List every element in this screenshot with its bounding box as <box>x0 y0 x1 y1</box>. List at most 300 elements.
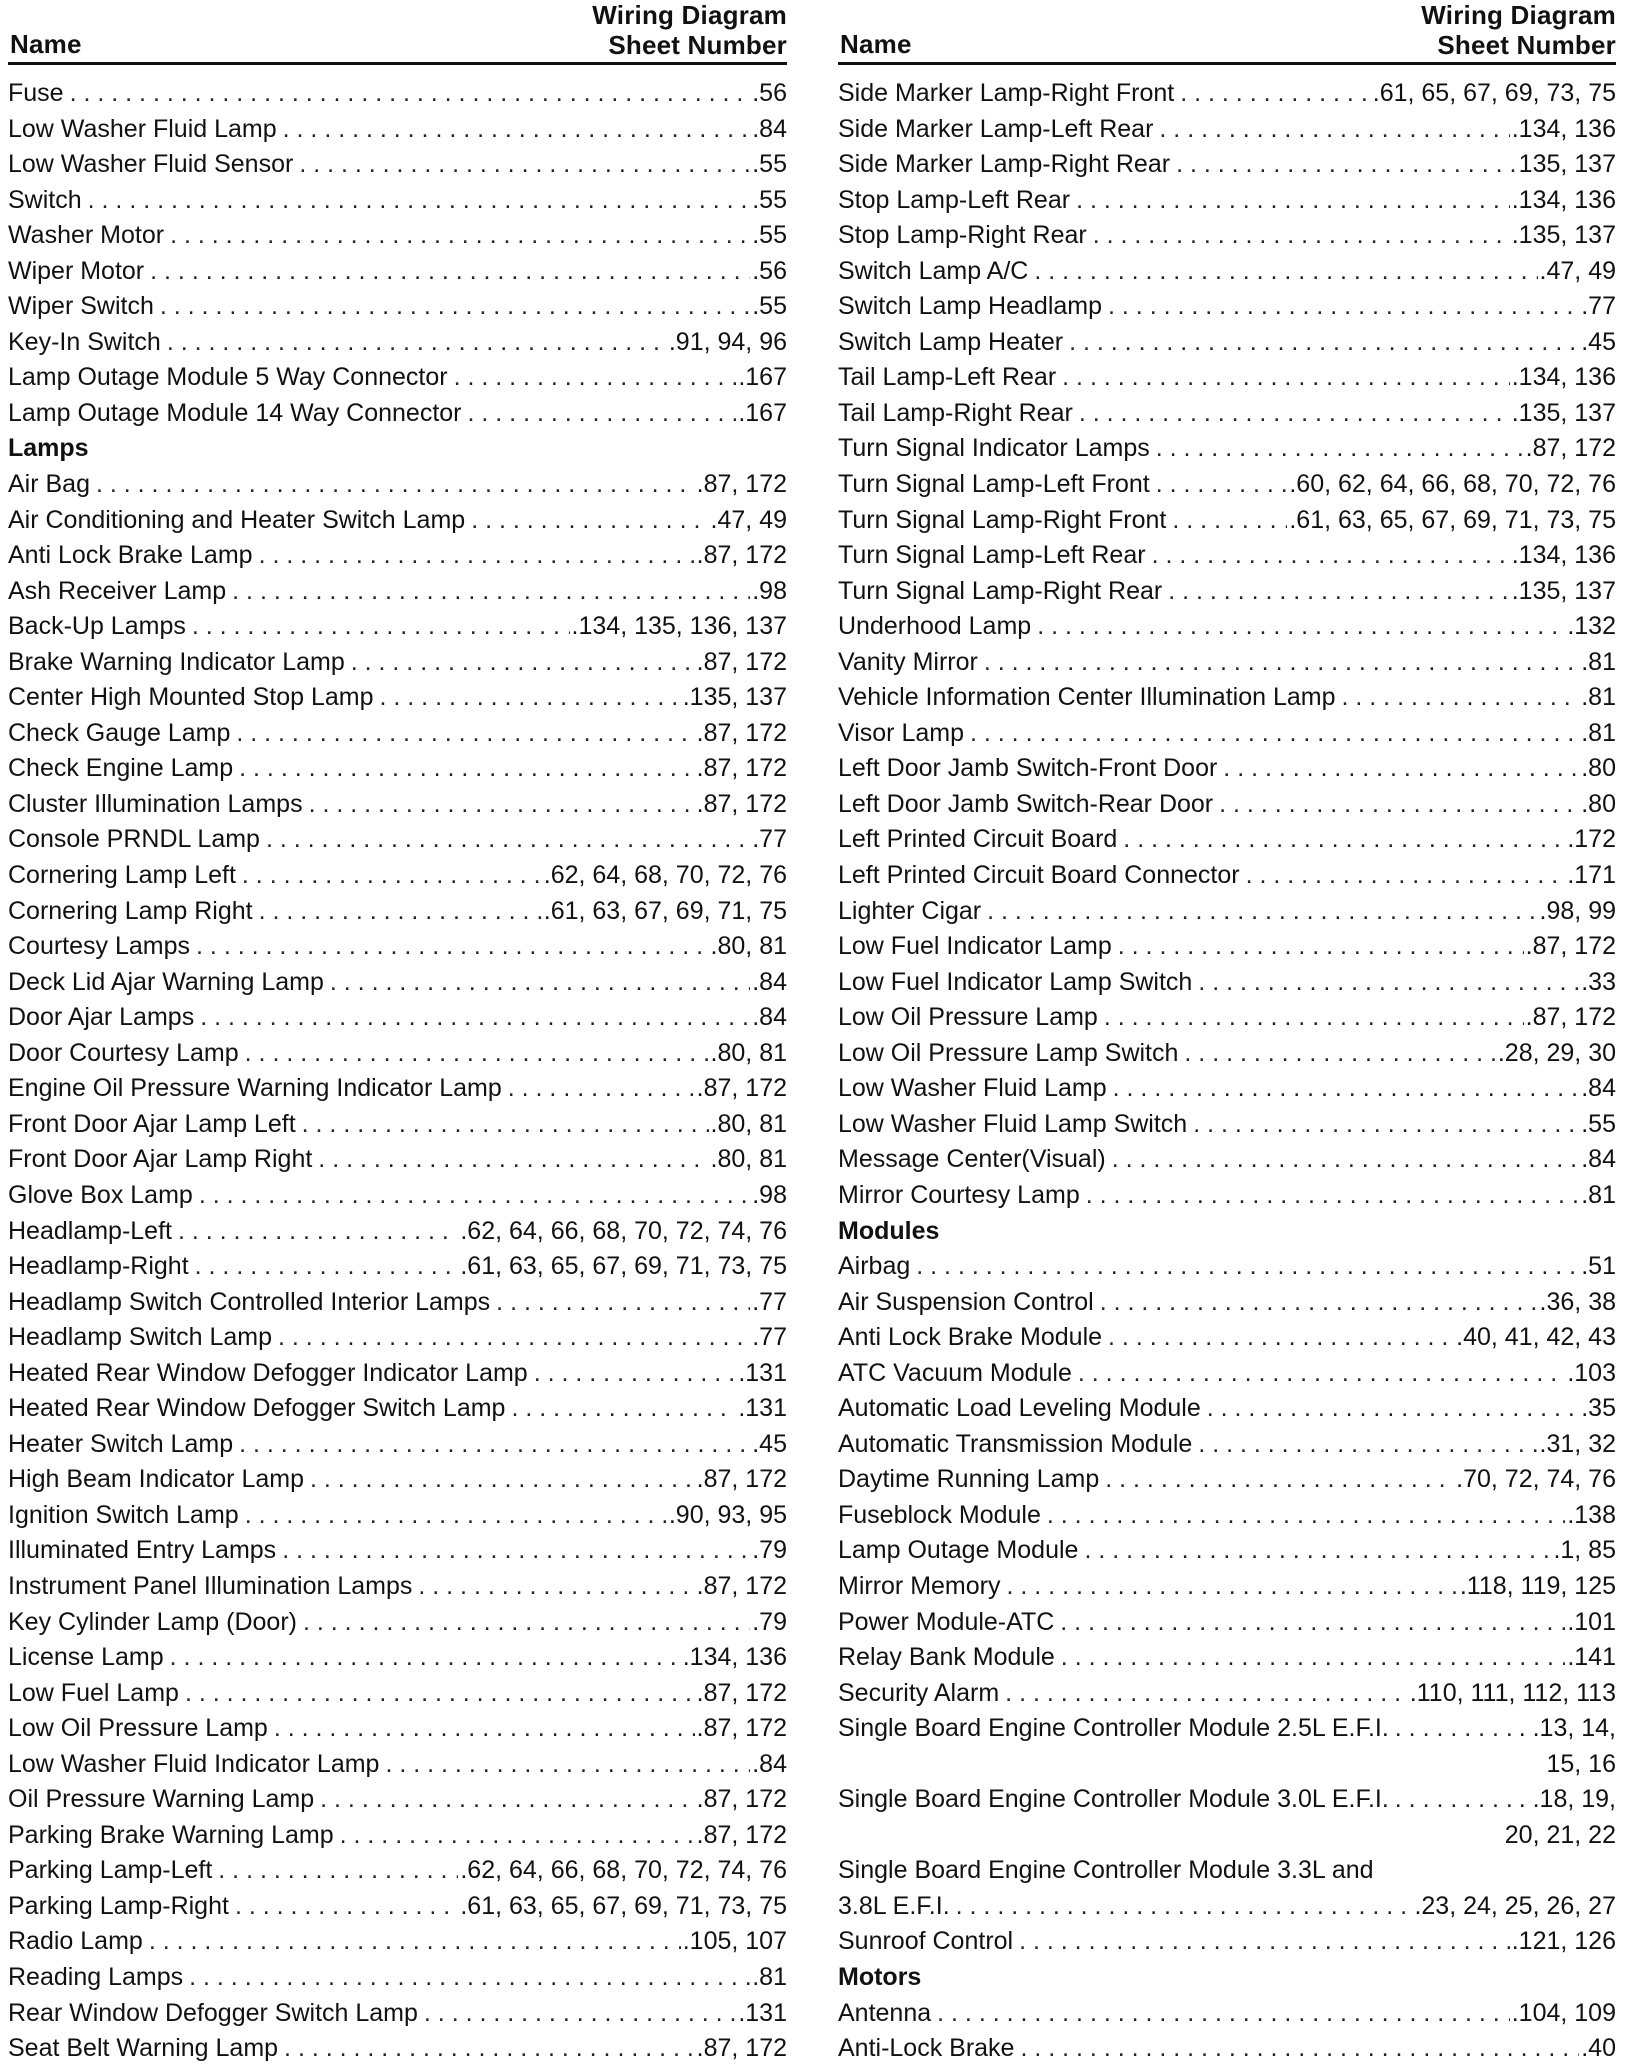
dot-leader <box>242 858 542 894</box>
entry-sheet-numbers: .131 <box>738 1358 787 1387</box>
entry-sheet-numbers: .87, 172 <box>696 1465 787 1494</box>
entry-name: Radio Lamp <box>8 1927 143 1956</box>
entry-name: Console PRNDL Lamp <box>8 825 260 854</box>
entry-name: Low Washer Fluid Indicator Lamp <box>8 1749 380 1778</box>
dot-leader <box>1047 1498 1565 1534</box>
entry-name: Single Board Engine Controller Module 2.5L E.F.I. <box>838 1714 1389 1743</box>
entry-name: Lamp Outage Module 14 Way Connector <box>8 398 462 427</box>
entry-sheet-numbers: .84 <box>1581 1145 1616 1174</box>
entry-sheet-numbers: .135, 137 <box>1511 221 1616 250</box>
index-entry <box>8 574 787 610</box>
entry-sheet-numbers: .87, 172 <box>696 647 787 676</box>
index-entry <box>838 1569 1616 1605</box>
entry-name: Parking Brake Warning Lamp <box>8 1820 334 1849</box>
entry-name: Lighter Cigar <box>838 896 982 925</box>
index-entry <box>838 254 1616 290</box>
sheet-header-line1: Wiring Diagram <box>592 0 787 30</box>
entry-name: Heated Rear Window Defogger Indicator Lamp <box>8 1358 528 1387</box>
index-entry <box>838 396 1616 432</box>
dot-leader <box>283 112 751 148</box>
index-entry <box>8 1285 787 1321</box>
entry-name: Oil Pressure Warning Lamp <box>8 1785 315 1814</box>
index-entry <box>838 1462 1616 1498</box>
entry-sheet-numbers: .87, 172 <box>696 789 787 818</box>
entry-sheet-numbers: .81 <box>1581 1180 1616 1209</box>
dot-leader <box>1108 1320 1454 1356</box>
dot-leader <box>1159 112 1509 148</box>
left-index-list <box>8 65 787 2067</box>
dot-leader <box>1113 1071 1580 1107</box>
index-entry <box>8 1427 787 1463</box>
entry-sheet-numbers: .98 <box>752 1180 787 1209</box>
entry-sheet-numbers: .87, 172 <box>696 1785 787 1814</box>
entry-sheet-numbers: .79 <box>752 1536 787 1565</box>
entry-sheet-numbers: .87, 172 <box>1525 434 1616 463</box>
index-entry <box>838 1782 1616 1818</box>
dot-leader <box>380 680 681 716</box>
dot-leader <box>245 1036 709 1072</box>
entry-name: Single Board Engine Controller Module 3.3L and <box>838 1856 1374 1885</box>
dot-leader <box>284 2031 695 2067</box>
dot-leader <box>534 1356 737 1392</box>
index-entry <box>838 858 1616 894</box>
dot-leader <box>1034 254 1537 290</box>
index-entry <box>8 1569 787 1605</box>
index-entry <box>8 1178 787 1214</box>
entry-name: Heated Rear Window Defogger Switch Lamp <box>8 1394 506 1423</box>
entry-sheet-numbers: .87, 172 <box>696 1074 787 1103</box>
dot-leader <box>1078 1356 1565 1392</box>
dot-leader <box>1108 289 1579 325</box>
index-entry <box>8 289 787 325</box>
entry-sheet-numbers: .84 <box>1581 1074 1616 1103</box>
index-entry <box>8 325 787 361</box>
entry-name: Turn Signal Lamp-Right Rear <box>838 576 1163 605</box>
dot-leader <box>1156 467 1288 503</box>
index-entry <box>8 1356 787 1392</box>
index-entry <box>838 147 1616 183</box>
entry-name: Low Washer Fluid Lamp Switch <box>838 1109 1188 1138</box>
entry-sheet-numbers: .40 <box>1581 2034 1616 2063</box>
dot-leader <box>278 1320 750 1356</box>
dot-leader <box>1152 538 1510 574</box>
entry-sheet-numbers: .84 <box>752 1003 787 1032</box>
entry-name: Turn Signal Lamp-Right Front <box>838 505 1167 534</box>
index-entry <box>838 609 1616 645</box>
entry-name: ATC Vacuum Module <box>838 1358 1072 1387</box>
entry-sheet-numbers: .81 <box>1581 683 1616 712</box>
dot-leader <box>302 1107 709 1143</box>
dot-leader <box>1062 360 1510 396</box>
entry-name: Air Conditioning and Heater Switch Lamp <box>8 505 466 534</box>
entry-sheet-numbers: .134, 136 <box>1511 185 1616 214</box>
dot-leader <box>471 503 708 539</box>
dot-leader <box>1193 1107 1579 1143</box>
index-entry <box>8 503 787 539</box>
entry-name: Left Door Jamb Switch-Rear Door <box>838 789 1214 818</box>
entry-sheet-numbers: .110, 111, 112, 113 <box>1409 1678 1616 1707</box>
index-entry <box>838 325 1616 361</box>
entry-name: Relay Bank Module <box>838 1643 1055 1672</box>
entry-sheet-numbers: .98, 99 <box>1539 896 1616 925</box>
dot-leader <box>987 894 1537 930</box>
index-entry <box>838 1996 1616 2032</box>
entry-name: Turn Signal Indicator Lamps <box>838 434 1150 463</box>
dot-leader <box>274 1711 695 1747</box>
dot-leader <box>235 1889 458 1925</box>
index-entry <box>8 858 787 894</box>
entry-name: Ignition Switch Lamp <box>8 1500 239 1529</box>
index-entry <box>838 218 1616 254</box>
entry-name: Low Oil Pressure Lamp <box>8 1714 268 1743</box>
section-heading <box>838 1214 1616 1250</box>
entry-name: Vanity Mirror <box>838 647 978 676</box>
entry-name: Parking Lamp-Right <box>8 1891 229 1920</box>
entry-name: Washer Motor <box>8 221 165 250</box>
dot-leader <box>1037 609 1565 645</box>
dot-leader <box>1156 431 1524 467</box>
dot-leader <box>259 894 542 930</box>
dot-leader <box>1246 858 1566 894</box>
dot-leader <box>1198 965 1579 1001</box>
dot-leader <box>508 1071 695 1107</box>
entry-name: Side Marker Lamp-Left Rear <box>838 114 1154 143</box>
entry-sheet-numbers: .90, 93, 95 <box>668 1500 787 1529</box>
dot-leader <box>1180 76 1371 112</box>
index-entry <box>838 645 1616 681</box>
entry-sheet-numbers: .55 <box>752 221 787 250</box>
entry-name: Left Door Jamb Switch-Front Door <box>838 754 1218 783</box>
entry-name: Side Marker Lamp-Right Front <box>838 79 1175 107</box>
dot-leader <box>385 1747 750 1783</box>
entry-sheet-numbers: .104, 109 <box>1511 1998 1616 2027</box>
entry-sheet-numbers: .87, 172 <box>696 718 787 747</box>
entry-name: Airbag <box>838 1252 911 1281</box>
dot-leader <box>266 822 750 858</box>
entry-name: Fuse <box>8 79 64 107</box>
dot-leader <box>956 1889 1413 1925</box>
dot-leader <box>70 76 751 112</box>
dot-leader <box>178 1214 458 1250</box>
entry-name: Door Courtesy Lamp <box>8 1038 239 1067</box>
dot-leader <box>1112 1142 1580 1178</box>
entry-name: Low Washer Fluid Lamp <box>838 1074 1107 1103</box>
index-entry <box>838 574 1616 610</box>
entry-sheet-numbers: .61, 63, 65, 67, 69, 71, 73, 75 <box>460 1891 787 1920</box>
index-entry <box>8 1214 787 1250</box>
entry-sheet-numbers: .135, 137 <box>682 683 787 712</box>
dot-leader <box>468 396 737 432</box>
entry-name: Switch Lamp A/C <box>838 256 1029 285</box>
name-header: Name <box>840 29 912 59</box>
entry-name: Vehicle Information Center Illumination Lamp <box>838 683 1336 712</box>
entry-sheet-numbers: .98 <box>752 576 787 605</box>
index-entry <box>838 1071 1616 1107</box>
entry-sheet-numbers: .61, 63, 65, 67, 69, 71, 73, 75 <box>1289 505 1616 534</box>
dot-leader <box>351 645 695 681</box>
index-entry <box>838 1889 1616 1925</box>
dot-leader <box>1005 1676 1408 1712</box>
entry-sheet-numbers: . .18, 19, <box>1518 1785 1616 1814</box>
entry-sheet-numbers: .103 <box>1567 1358 1616 1387</box>
index-entry <box>8 1960 787 1996</box>
entry-sheet-numbers: .51 <box>1581 1252 1616 1281</box>
entry-name: Wiper Switch <box>8 292 154 321</box>
entry-sheet-numbers: .134, 136 <box>1511 114 1616 143</box>
entry-name: Mirror Courtesy Lamp <box>838 1180 1080 1209</box>
entry-sheet-numbers: .80, 81 <box>710 1038 787 1067</box>
entry-sheet-numbers: .172 <box>1567 825 1616 854</box>
entry-name: Mirror Memory <box>838 1571 1001 1600</box>
entry-name: Headlamp Switch Controlled Interior Lamps <box>8 1287 491 1316</box>
entry-sheet-numbers: .87, 172 <box>696 754 787 783</box>
entry-name: Lamps <box>8 434 89 463</box>
entry-sheet-numbers: .84 <box>752 967 787 996</box>
entry-name: Air Suspension Control <box>838 1287 1094 1316</box>
entry-name: Key Cylinder Lamp (Door) <box>8 1607 297 1636</box>
entry-sheet-numbers: .118, 119, 125 <box>1459 1571 1616 1600</box>
index-entry <box>838 503 1616 539</box>
index-entry <box>8 1640 787 1676</box>
entry-sheet-numbers: .80, 81 <box>710 1109 787 1138</box>
entry-sheet-numbers: .77 <box>752 825 787 854</box>
entry-name: Low Washer Fluid Lamp <box>8 114 277 143</box>
dot-leader <box>424 1996 736 2032</box>
dot-leader <box>1007 1569 1458 1605</box>
dot-leader <box>1172 503 1287 539</box>
index-entry <box>8 360 787 396</box>
entry-sheet-numbers: .77 <box>752 1287 787 1316</box>
entry-name: Power Module-ATC <box>838 1607 1055 1636</box>
index-entry <box>838 467 1616 503</box>
dot-leader <box>170 1640 681 1676</box>
index-entry <box>8 1391 787 1427</box>
index-entry <box>838 1285 1616 1321</box>
section-heading <box>838 1960 1616 1996</box>
entry-sheet-numbers: .138 <box>1567 1500 1616 1529</box>
entry-name: Daytime Running Lamp <box>838 1465 1100 1494</box>
entry-name: Check Engine Lamp <box>8 754 234 783</box>
entry-name: Back-Up Lamps <box>8 612 186 641</box>
index-entry <box>8 1747 787 1783</box>
dot-leader <box>1019 1924 1510 1960</box>
dot-leader <box>259 538 695 574</box>
index-entry <box>838 894 1616 930</box>
index-entry <box>838 1747 1616 1783</box>
index-entry <box>8 894 787 930</box>
dot-leader <box>916 1249 1579 1285</box>
index-entry <box>838 289 1616 325</box>
dot-leader <box>167 325 667 361</box>
dot-leader <box>1207 1391 1580 1427</box>
index-entry <box>838 680 1616 716</box>
dot-leader <box>1176 147 1517 183</box>
entry-name: Front Door Ajar Lamp Right <box>8 1145 313 1174</box>
entry-sheet-numbers: .87, 172 <box>696 1714 787 1743</box>
index-entry <box>838 538 1616 574</box>
dot-leader <box>1084 1533 1551 1569</box>
index-entry <box>838 1676 1616 1712</box>
index-entry <box>8 1605 787 1641</box>
index-entry <box>838 1427 1616 1463</box>
index-entry <box>838 1107 1616 1143</box>
entry-sheet-numbers: 20, 21, 22 <box>1504 1820 1616 1849</box>
entry-sheet-numbers: .1, 85 <box>1553 1536 1616 1565</box>
index-entry <box>8 609 787 645</box>
entry-sheet-numbers: .87, 172 <box>1525 1003 1616 1032</box>
dot-leader <box>299 147 750 183</box>
index-entry <box>8 645 787 681</box>
entry-sheet-numbers: .81 <box>1581 647 1616 676</box>
dot-leader <box>1168 574 1510 610</box>
entry-sheet-numbers: . .13, 14, <box>1518 1714 1616 1743</box>
entry-name: Check Gauge Lamp <box>8 718 231 747</box>
dot-leader <box>984 645 1579 681</box>
sheet-header-line2: Sheet Number <box>608 30 787 60</box>
entry-name: Switch Lamp Headlamp <box>838 292 1103 321</box>
entry-sheet-numbers: .35 <box>1581 1394 1616 1423</box>
index-entry <box>838 1640 1616 1676</box>
entry-sheet-numbers: .77 <box>1581 292 1616 321</box>
dot-leader <box>1061 1640 1566 1676</box>
entry-sheet-numbers: .134, 136 <box>1511 541 1616 570</box>
dot-leader <box>937 1996 1510 2032</box>
dot-leader <box>309 787 695 823</box>
entry-name: Headlamp-Left <box>8 1216 172 1245</box>
entry-sheet-numbers: .61, 63, 65, 67, 69, 71, 73, 75 <box>460 1252 787 1281</box>
entry-sheet-numbers: 15, 16 <box>1546 1749 1616 1778</box>
entry-sheet-numbers: .134, 136 <box>682 1643 787 1672</box>
entry-sheet-numbers: .121, 126 <box>1511 1927 1616 1956</box>
index-entry <box>8 467 787 503</box>
index-entry <box>838 112 1616 148</box>
index-entry <box>8 929 787 965</box>
dot-leader <box>185 1676 695 1712</box>
right-column <box>838 0 1616 2067</box>
dot-leader <box>1076 183 1510 219</box>
entry-sheet-numbers: .55 <box>752 292 787 321</box>
dot-leader <box>160 289 750 325</box>
index-entry <box>8 1107 787 1143</box>
entry-sheet-numbers: .56 <box>752 79 787 107</box>
entry-sheet-numbers: .47, 49 <box>1539 256 1616 285</box>
dot-leader <box>1184 1036 1495 1072</box>
index-entry <box>8 965 787 1001</box>
entry-name: Stop Lamp-Right Rear <box>838 221 1087 250</box>
dot-leader <box>318 1142 708 1178</box>
dot-leader <box>189 1960 750 1996</box>
dot-leader <box>196 929 709 965</box>
entry-sheet-numbers: .101 <box>1567 1607 1616 1636</box>
entry-name: Air Bag <box>8 470 90 499</box>
dot-leader <box>970 716 1579 752</box>
index-entry <box>8 218 787 254</box>
index-entry <box>838 1533 1616 1569</box>
entry-sheet-numbers: .61, 63, 67, 69, 71, 75 <box>543 896 787 925</box>
index-entry <box>838 183 1616 219</box>
entry-sheet-numbers: .56 <box>752 256 787 285</box>
index-entry <box>8 183 787 219</box>
index-entry <box>8 1924 787 1960</box>
dot-leader <box>192 609 570 645</box>
entry-name: Ash Receiver Lamp <box>8 576 227 605</box>
right-column-header <box>838 0 1616 65</box>
index-entry <box>8 1853 787 1889</box>
entry-sheet-numbers: .81 <box>752 1962 787 1991</box>
entry-sheet-numbers: .70, 72, 74, 76 <box>1456 1465 1616 1494</box>
entry-sheet-numbers: .141 <box>1567 1643 1616 1672</box>
entry-name: Turn Signal Lamp-Left Rear <box>838 541 1146 570</box>
index-entry <box>838 1924 1616 1960</box>
entry-name: Anti-Lock Brake <box>838 2034 1015 2063</box>
entry-name: Headlamp Switch Lamp <box>8 1323 273 1352</box>
dot-leader <box>239 751 695 787</box>
entry-name: Parking Lamp-Left <box>8 1856 213 1885</box>
entry-name: Instrument Panel Illumination Lamps <box>8 1571 413 1600</box>
entry-sheet-numbers: .79 <box>752 1607 787 1636</box>
entry-name: Deck Lid Ajar Warning Lamp <box>8 967 324 996</box>
section-heading <box>8 431 787 467</box>
index-entry <box>838 929 1616 965</box>
index-entry <box>8 112 787 148</box>
index-entry <box>8 1818 787 1854</box>
entry-name: Sunroof Control <box>838 1927 1014 1956</box>
index-entry <box>838 1249 1616 1285</box>
index-entry <box>8 1889 787 1925</box>
entry-name: Reading Lamps <box>8 1962 184 1991</box>
index-entry <box>838 76 1616 112</box>
dot-leader <box>149 1924 681 1960</box>
entry-name: Front Door Ajar Lamp Left <box>8 1109 296 1138</box>
entry-name: Courtesy Lamps <box>8 932 191 961</box>
index-entry <box>8 787 787 823</box>
entry-name: Engine Oil Pressure Warning Indicator Lamp <box>8 1074 502 1103</box>
dot-leader <box>303 1605 750 1641</box>
dot-leader <box>199 1178 750 1214</box>
entry-name: Turn Signal Lamp-Left Front <box>838 470 1150 499</box>
index-entry <box>8 1000 787 1036</box>
index-entry <box>838 716 1616 752</box>
entry-name: Single Board Engine Controller Module 3.0L E.F.I. <box>838 1785 1389 1814</box>
dot-leader <box>1219 787 1579 823</box>
index-entry <box>8 76 787 112</box>
entry-name: Underhood Lamp <box>838 612 1032 641</box>
entry-name: Antenna <box>838 1998 932 2027</box>
dot-leader <box>1118 929 1524 965</box>
entry-name: Tail Lamp-Right Rear <box>838 398 1073 427</box>
index-entry <box>838 1000 1616 1036</box>
index-entry <box>838 360 1616 396</box>
entry-sheet-numbers: .131 <box>738 1394 787 1423</box>
dot-leader <box>454 360 737 396</box>
entry-name: Anti Lock Brake Module <box>838 1323 1103 1352</box>
index-entry <box>8 1036 787 1072</box>
index-entry <box>8 751 787 787</box>
index-entry <box>8 822 787 858</box>
dot-leader <box>1100 1285 1538 1321</box>
entry-sheet-numbers: .87, 172 <box>696 1820 787 1849</box>
entry-sheet-numbers: .91, 94, 96 <box>668 327 787 356</box>
dot-leader <box>195 1249 459 1285</box>
dot-leader <box>1020 2031 1579 2067</box>
index-entry <box>838 751 1616 787</box>
dot-leader <box>1198 1427 1537 1463</box>
index-entry <box>838 431 1616 467</box>
index-entry <box>838 1605 1616 1641</box>
index-entry <box>8 1142 787 1178</box>
dot-leader <box>232 574 750 610</box>
entry-sheet-numbers: .134, 136 <box>1511 363 1616 392</box>
